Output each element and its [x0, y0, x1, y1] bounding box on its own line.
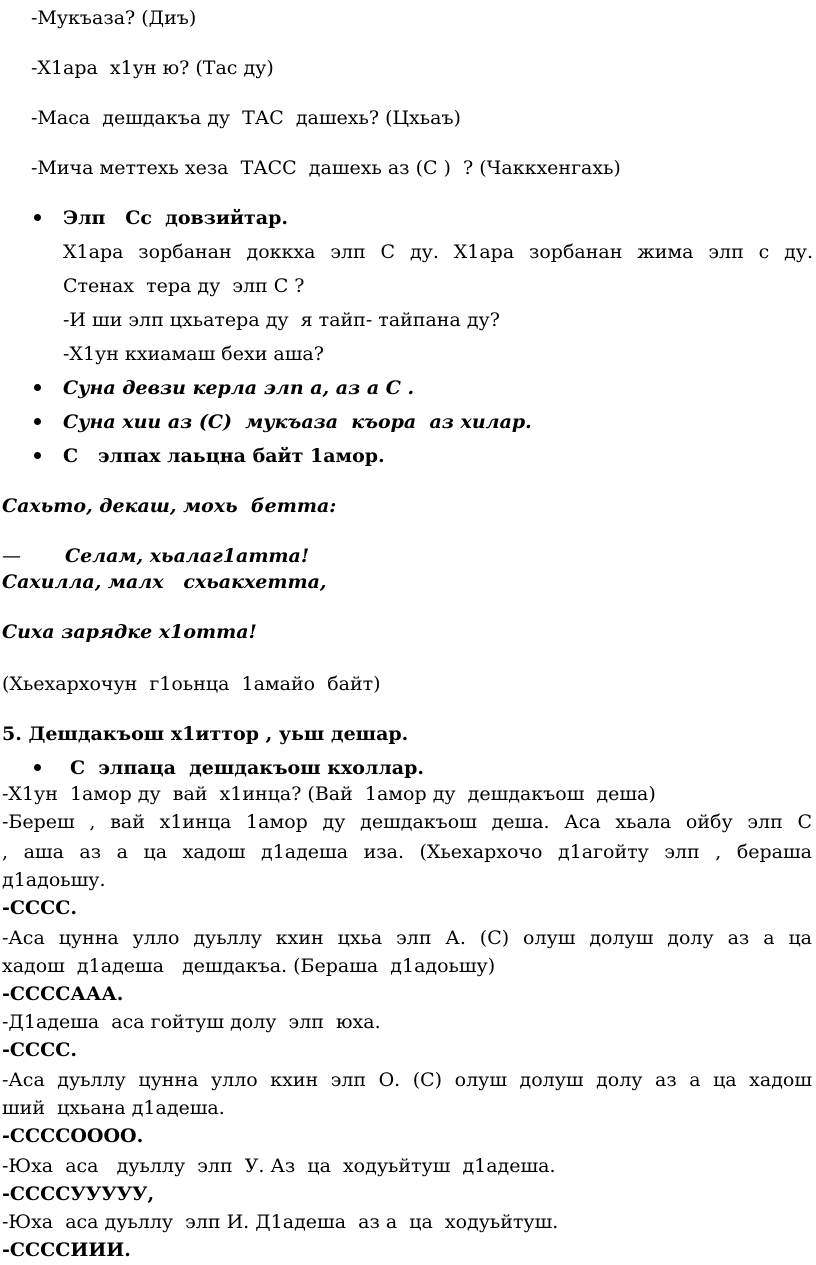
body-line: -ССССОООО.: [2, 1125, 144, 1147]
poem-line: Сахьто, декаш, мохь бетта:: [2, 495, 337, 517]
bullet-icon: [34, 452, 41, 459]
dialog-line: -Мукъаза? (Диъ): [31, 7, 197, 29]
bullet-text: С элпах лаьцна байт 1амор.: [63, 445, 385, 467]
body-line: , аша аз а ца хадош д1адеша иза. (Хьехархочо д1агойту элп , бераша: [2, 841, 812, 863]
bullet-line: -Х1ун кхиамаш бехи аша?: [63, 343, 324, 365]
body-line: -Д1адеша аса гойтуш долу элп юха.: [2, 1011, 381, 1033]
bullet-icon: [34, 764, 41, 771]
body-line: -Х1ун 1амор ду вай х1инца? (Вай 1амор ду дешдакъош деша): [2, 783, 656, 805]
bullet-icon: [34, 418, 41, 425]
bullet-icon: [34, 214, 41, 221]
bullet-line: Х1ара зорбанан доккха элп С ду. Х1ара зорбанан жима элп с ду.: [63, 241, 813, 263]
body-line: хадош д1адеша дешдакъа. (Бераша д1адоьшу): [2, 955, 496, 977]
body-line: -ССССУУУУУ,: [2, 1183, 155, 1205]
dialog-line: -Х1ара х1ун ю? (Тас ду): [31, 57, 274, 79]
body-line: д1адоьшу.: [2, 869, 106, 891]
body-line: -Аса цунна улло дуьллу кхин цхьа элп А. (С) олуш долуш долу аз а ца: [2, 927, 812, 949]
body-line: -Юха аса дуьллу элп У. Аз ца ходуьйтуш д1адеша.: [2, 1155, 556, 1177]
dialog-line: -Маса дешдакъа ду ТАС дашехь? (Цхьаъ): [31, 107, 461, 129]
body-line: -ССССИИИ.: [2, 1239, 131, 1261]
poem-line: Сиха зарядке х1отта!: [2, 621, 257, 643]
body-line: -СССС.: [2, 1039, 77, 1061]
body-line: -Юха аса дуьллу элп И. Д1адеша аз а ца ходуьйтуш.: [2, 1211, 559, 1233]
bullet-text: Суна девзи керла элп а, аз а С .: [63, 377, 415, 399]
bullet-text: Суна хии аз (С) мукъаза къора аз хилар.: [63, 411, 532, 433]
poem-line: Сахилла, малх схьакхетта,: [2, 571, 327, 593]
body-line: -СССС.: [2, 897, 77, 919]
body-line: ший цхьана д1адеша.: [2, 1097, 225, 1119]
body-line: -Аса дуьллу цунна улло кхин элп О. (С) олуш долуш долу аз а ца хадош: [2, 1069, 812, 1091]
bullet-heading: Элп Сс довзийтар.: [63, 207, 289, 229]
body-line: -ССССААА.: [2, 983, 124, 1005]
body-line: -Береш , вай х1инца 1амор ду дешдакъош деша. Аса хьала ойбу элп С: [2, 811, 812, 833]
section-heading: 5. Дешдакъош х1иттор , уьш дешар.: [2, 723, 409, 745]
bullet-line: -И ши элп цхьатера ду я тайп- тайпана ду?: [63, 309, 500, 331]
bullet-icon: [34, 384, 41, 391]
bullet-line: Стенах тера ду элп С ?: [63, 275, 305, 297]
dialog-line: -Мича меттехь хеза ТАСС дашехь аз (С ) ? (Чаккхенгахь): [31, 157, 621, 179]
note-text: (Хьехархочун г1оьнца 1амайо байт): [2, 673, 381, 695]
poem-dash: —: [2, 545, 21, 567]
poem-line: Селам, хьалаг1атта!: [65, 545, 310, 567]
bullet-text: С элпаца дешдакъош кхоллар.: [70, 757, 424, 779]
